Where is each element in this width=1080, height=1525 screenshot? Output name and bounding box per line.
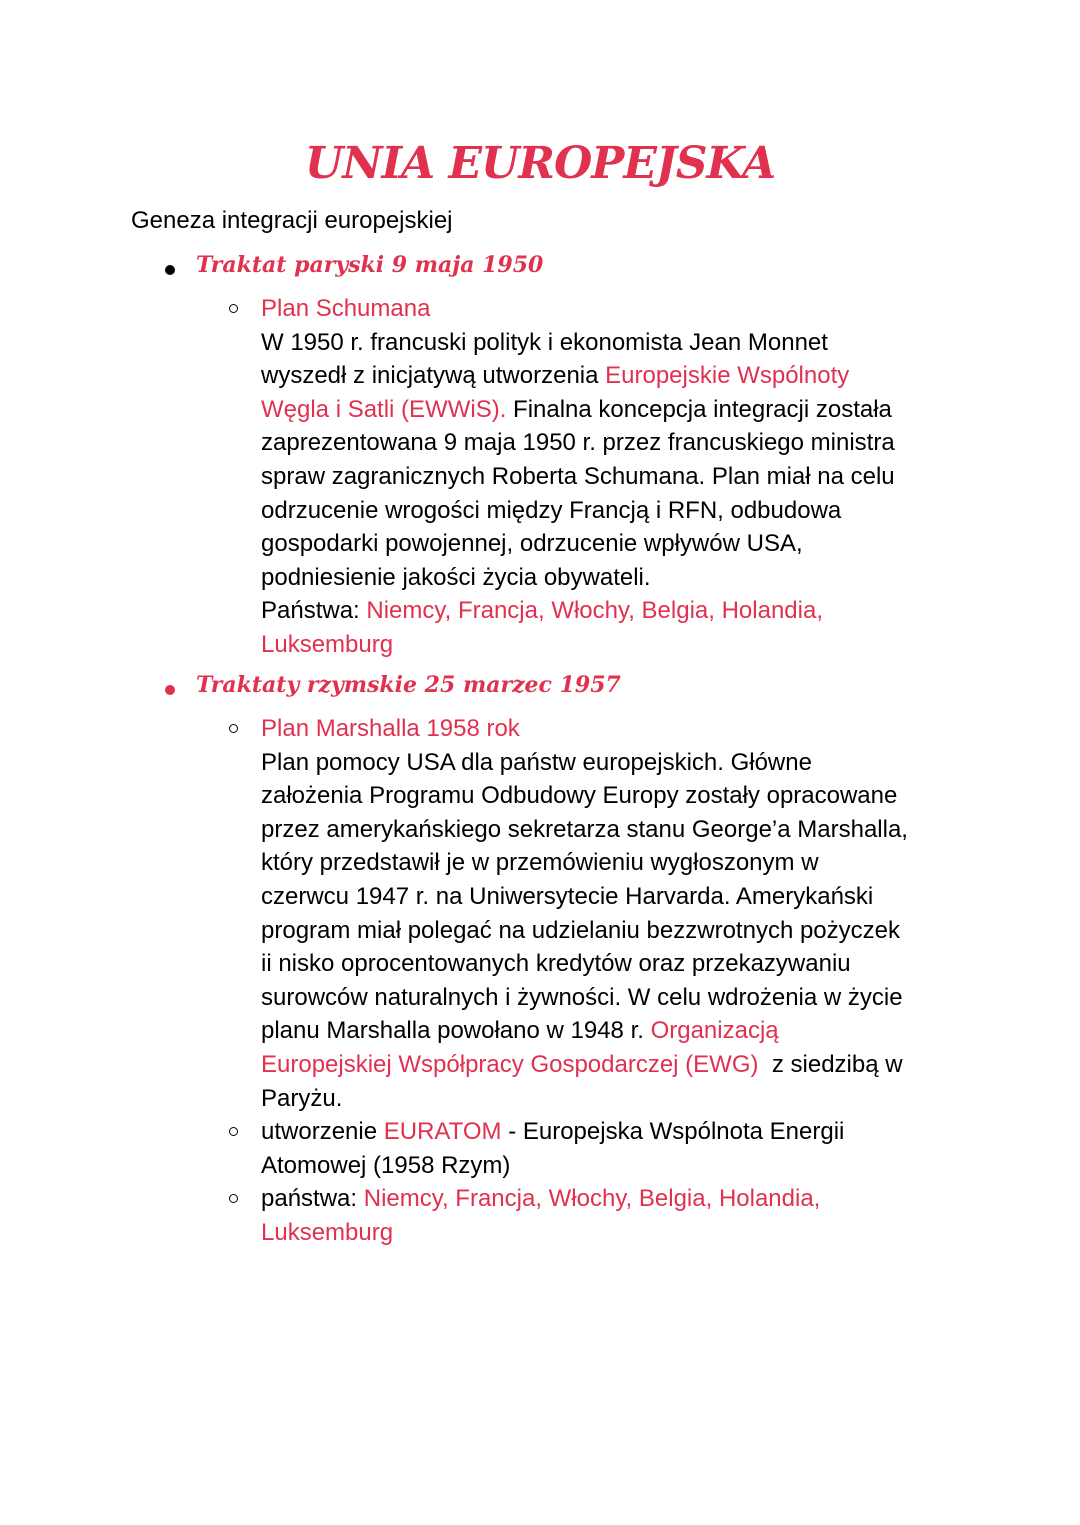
text-line [261,393,895,427]
text-segment: założenia Programu Odbudowy Europy zostały opracowane [261,782,898,810]
text-line [261,1082,908,1116]
text-line [261,561,895,595]
highlighted-text: Luksemburg [261,1218,394,1246]
text-line [261,1182,820,1216]
text-line [261,292,895,326]
text-line [261,594,895,628]
highlighted-text: Organizacją [650,1017,779,1045]
text-segment: wyszedł z inicjatywą utworzenia [261,362,606,390]
text-segment: program miał polegać na udzielaniu bezzwrotnych pożyczek [261,916,900,944]
text-segment: Atomowej (1958 Rzym) [261,1151,511,1179]
section-heading: Traktaty rzymskie 25 marzec 1957 [196,672,621,698]
text-segment: z siedzibą w [765,1050,903,1078]
text-line [261,914,908,948]
text-line [261,880,908,914]
text-line [261,1115,844,1149]
text-line [261,813,908,847]
section-heading: Traktat paryski 9 maja 1950 [196,252,544,278]
document-title: UNIA EUROPEJSKA [304,138,776,189]
text-line [261,494,895,528]
text-segment: państwa: [261,1185,364,1212]
list-item [261,712,908,1115]
text-line [261,1149,844,1183]
text-segment: spraw zagranicznych Roberta Schumana. Plan miał na celu [261,462,895,490]
text-line [261,460,895,494]
text-segment: podniesienie jakości życia obywateli. [261,563,651,591]
sub-bullet-icon [229,1127,238,1136]
text-segment: utworzenie [261,1118,384,1145]
bullet-icon [165,685,175,695]
text-line [261,746,908,780]
text-segment: który przedstawił je w przemówieniu wygłoszonym w [261,849,819,877]
text-line [261,779,908,813]
text-segment: surowców naturalnych i żywności. W celu wdrożenia w życie [261,983,903,1011]
highlighted-text: EURATOM [383,1118,502,1145]
text-segment: czerwcu 1947 r. na Uniwersytecie Harvarda. Amerykański [261,882,874,910]
text-line [261,981,908,1015]
highlighted-text: Europejskiej Współpracy Gospodarczej (EWG) [261,1050,766,1078]
text-segment: gospodarki powojennej, odrzucenie wpływów USA, [261,530,803,558]
text-line [261,1216,820,1250]
highlighted-text: Niemcy, Francja, Włochy, Belgia, Holandia, [363,1185,821,1212]
text-segment: Państwa: [261,597,367,625]
text-segment: Finalna koncepcja integracji została [506,395,892,423]
list-item [261,1182,820,1249]
text-segment: Paryżu. [261,1084,343,1112]
sub-bullet-icon [229,304,238,313]
text-line [261,326,895,360]
text-line [261,359,895,393]
text-line [261,712,908,746]
list-item [261,292,895,662]
text-segment: ii nisko oprocentowanych kredytów oraz przekazywaniu [261,950,851,978]
text-line [261,846,908,880]
text-line [261,426,895,460]
text-line [261,1014,908,1048]
text-segment: planu Marshalla powołano w 1948 r. [261,1017,651,1045]
text-line [261,628,895,662]
text-line [261,527,895,561]
highlighted-text: Plan Schumana [261,295,431,322]
highlighted-text: Plan Marshalla 1958 rok [261,715,520,742]
text-segment: - Europejska Wspólnota Energii [501,1118,845,1145]
highlighted-text: Luksemburg [261,630,394,658]
text-segment: Plan pomocy USA dla państw europejskich. Główne [261,748,812,776]
highlighted-text: Węgla i Satli (EWWiS). [261,395,507,423]
text-segment: odrzucenie wrogości między Francją i RFN, odbudowa [261,496,842,524]
text-segment: W 1950 r. francuski polityk i ekonomista Jean Monnet [261,328,828,356]
highlighted-text: Niemcy, Francja, Włochy, Belgia, Holandia, [366,597,823,625]
text-segment: przez amerykańskiego sekretarza stanu George’a Marshalla, [261,815,908,843]
section-subtitle: Geneza integracji europejskiej [131,207,453,234]
sub-bullet-icon [229,1194,238,1203]
bullet-icon [165,265,175,275]
text-segment: zaprezentowana 9 maja 1950 r. przez francuskiego ministra [261,429,895,457]
list-item [261,1115,844,1182]
text-line [261,1048,908,1082]
sub-bullet-icon [229,724,238,733]
highlighted-text: Europejskie Wspólnoty [605,362,850,390]
text-line [261,947,908,981]
